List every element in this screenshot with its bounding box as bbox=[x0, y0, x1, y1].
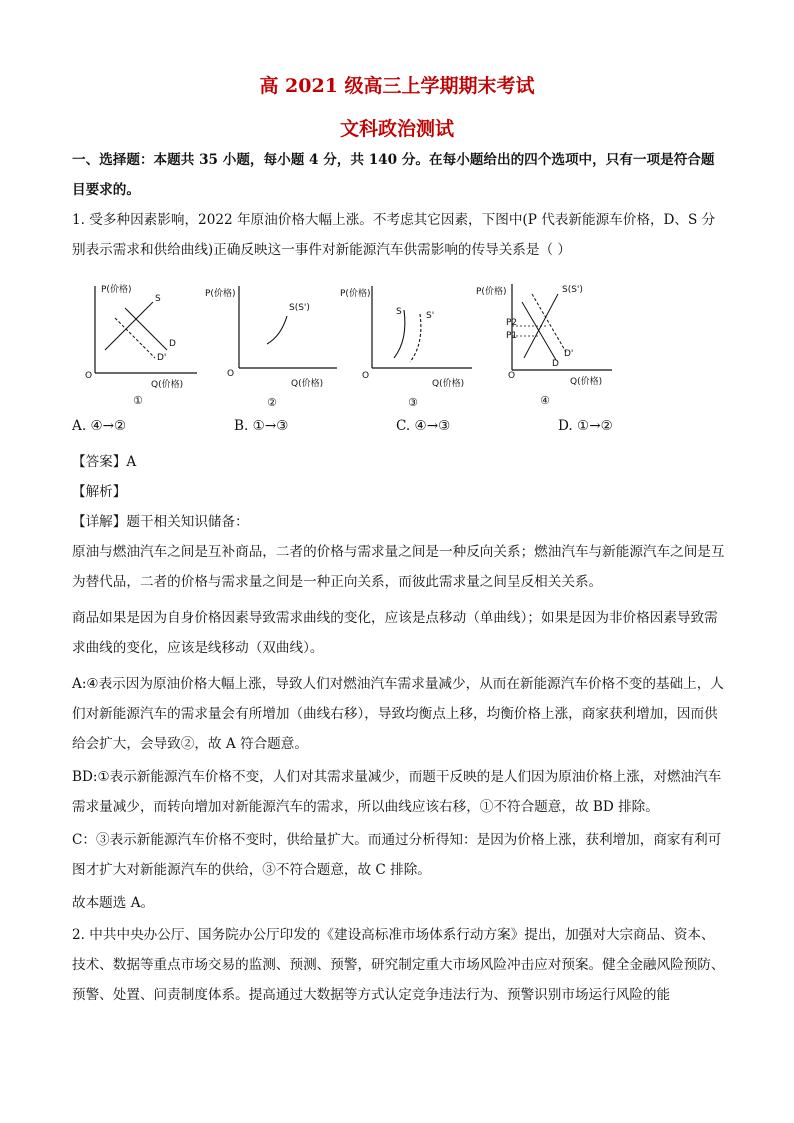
option-a: A. ④→② bbox=[72, 418, 127, 434]
detail-paragraph: 原油与燃油汽车之间是互补商品，二者的价格与需求量之间是一种反向关系；燃油汽车与新能源汽车之间是互为替代品，二者的价格与需求量之间是一种正向关系，而彼此需求量之间呈反相关关系。 bbox=[72, 544, 725, 590]
graph-3-p-label: P(价格) bbox=[340, 289, 371, 299]
graph-4 bbox=[476, 278, 620, 412]
graph-2-origin: O bbox=[227, 369, 235, 379]
graph-3-origin: O bbox=[362, 371, 370, 381]
graph-4-q-label: Q(价格) bbox=[570, 377, 603, 387]
detail-conclusion: 故本题选 A。 bbox=[72, 895, 155, 911]
section-intro: 一、选择题：本题共 35 小题，每小题 4 分，共 140 分。在每小题给出的四个选项中，只有一项是符合题目要求的。 bbox=[72, 152, 715, 198]
option-d: D. ①→② bbox=[558, 418, 613, 434]
graph-4-d2-label: D' bbox=[564, 349, 574, 359]
graph-1-d2-label: D' bbox=[157, 353, 167, 363]
graph-2-q-label: Q(价格) bbox=[291, 379, 324, 389]
graph-4-origin: O bbox=[508, 371, 516, 381]
graph-2-number: ② bbox=[267, 396, 277, 409]
option-b: B. ①→③ bbox=[234, 418, 289, 434]
graph-1-origin: O bbox=[85, 371, 93, 381]
question-2-stem: 2. 中共中央办公厅、国务院办公厅印发的《建设高标准市场体系行动方案》提出，加强对大宗商品、资本、技术、数据等重点市场交易的监测、预测、预警，研究制定重大市场风险冲击应对预案。健全金融风险预防、预警、处置、问责制度体系。提高通过大数据等方式认定竞争违法行为、预警识别市场运行风险的能 bbox=[72, 927, 725, 1003]
exam-title: 高 2021 级高三上学期期末考试 bbox=[259, 75, 535, 97]
graph-1-s-label: S bbox=[155, 294, 161, 304]
graph-3-s2-label: S' bbox=[426, 311, 435, 321]
graph-4-p2-label: P2 bbox=[506, 318, 518, 328]
graph-1-number: ① bbox=[133, 394, 143, 407]
detail-paragraph: 商品如果是因为自身价格因素导致需求曲线的变化，应该是点移动（单曲线）；如果是因为非价格因素导致需求曲线的变化，应该是线移动（双曲线）。 bbox=[72, 610, 718, 656]
graph-3-number: ③ bbox=[408, 396, 418, 409]
detail-paragraph: BD:①表示新能源汽车价格不变，人们对其需求量减少，而题干反映的是人们因为原油价格上涨，对燃油汽车需求量减少，而转向增加对新能源汽车的需求，所以曲线应该右移，①不符合题意，故 BD 排除。 bbox=[72, 769, 722, 815]
graph-4-p1-label: P1 bbox=[506, 331, 518, 341]
graph-4-d-label: D bbox=[552, 359, 559, 369]
detail-paragraph: A:④表示因为原油价格大幅上涨，导致人们对燃油汽车需求量减少，从而在新能源汽车价格不变的基础上，人们对新能源汽车的需求量会有所增加（曲线右移），导致均衡点上移，均衡价格上涨，商家获利增加，因而供给会扩大，会导致②，故 A 符合题意。 bbox=[72, 676, 724, 752]
analysis-tag: 【解析】 bbox=[72, 484, 127, 500]
graph-3 bbox=[340, 278, 480, 412]
answer-line: 【答案】A bbox=[72, 454, 137, 470]
graph-2 bbox=[205, 278, 345, 412]
graph-1-d-label: D bbox=[169, 339, 176, 349]
detail-intro: 【详解】题干相关知识储备： bbox=[72, 514, 249, 530]
graph-1 bbox=[85, 278, 205, 412]
graph-2-s-label: S(S') bbox=[289, 303, 310, 313]
graph-4-number: ④ bbox=[540, 394, 550, 407]
option-c: C. ④→③ bbox=[396, 418, 451, 434]
detail-paragraph: C：③表示新能源汽车价格不变时，供给量扩大。而通过分析得知：是因为价格上涨，获利增加，商家有利可图才扩大对新能源汽车的供给，③不符合题意，故 C 排除。 bbox=[72, 832, 722, 878]
graph-3-s-label: S bbox=[396, 307, 402, 317]
question-1-stem: 1. 受多种因素影响，2022 年原油价格大幅上涨。不考虑其它因素，下图中(P 代表新能源车价格，D、S 分别表示需求和供给曲线)正确反映这一事件对新能源汽车供需影响的传导关系是（ ） bbox=[72, 212, 716, 258]
graph-4-p-label: P(价格) bbox=[476, 287, 507, 297]
graph-1-q-label: Q(价格) bbox=[151, 380, 184, 390]
exam-subtitle: 文科政治测试 bbox=[339, 118, 454, 140]
graph-3-q-label: Q(价格) bbox=[432, 379, 465, 389]
graph-2-p-label: P(价格) bbox=[205, 289, 236, 299]
graph-1-p-label: P(价格) bbox=[101, 285, 132, 295]
graph-4-s-label: S(S') bbox=[562, 285, 583, 295]
